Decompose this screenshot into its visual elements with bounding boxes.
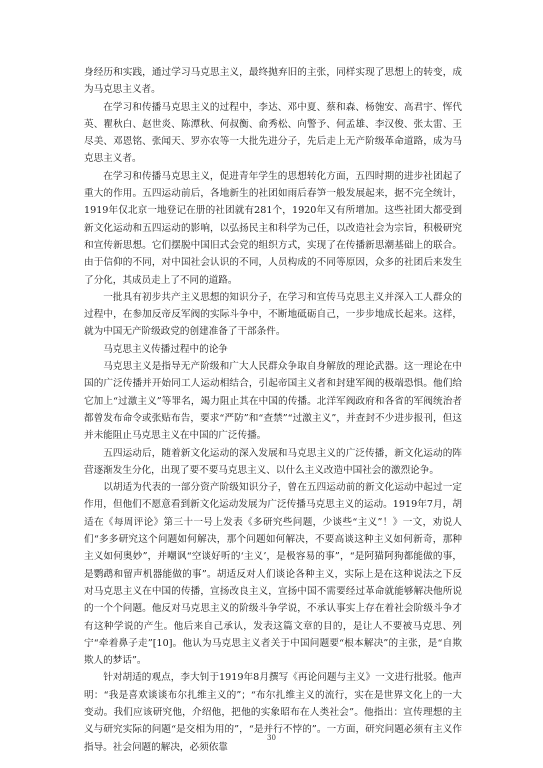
- body-text: [84, 64, 462, 756]
- paragraph: 身经历和实践，通过学习马克思主义，最终抛弃旧的主张，同样实现了思想上的转变，成为马克思主义者。: [84, 67, 462, 96]
- page-number: 30: [267, 734, 276, 742]
- paragraph: 在学习和传播马克思主义，促进青年学生的思想转化方面，五四时期的进步社团起了重大的作用。五四运动前后，各地新生的社团如雨后春笋一般发展起来，据不完全统计，1919年仅北京一地登记在册的社团就有281个，1920年又有所增加。这些社团大都受到新文化运动和五四运动的影响，以弘扬民主和科学为己任，以改造社会为宗旨，积极研究和宣传新思想。它们摆脱中国旧式会党的组织方式，实现了在传播新思潮基础上的联合。由于信仰的不同，对中国社会认识的不同，人员构成的不同等原因，众多的社团后来发生了分化，其成员走上了不同的道路。: [84, 170, 462, 286]
- paragraph: 以胡适为代表的一部分资产阶级知识分子，曾在五四运动前的新文化运动中起过一定作用，但他们不愿意看到新文化运动发展为广泛传播马克思主义的运动。1919年7月，胡适在《每周评论》第三十一号上发表《多研究些问题，少谈些“主义”！》一文，劝说人们“多多研究这个问题如何解决，那个问题如何解决，不要高谈这种主义如何新奇，那种主义如何奥妙”，并嘲讽“空谈好听的‘主义’，是极容易的事”，“是阿猫阿狗都能做的事，是鹦鹉和留声机器能做的事”。胡适反对人们谈论各种主义，实际上是在这种说法之下反对马克思主义在中国的传播，宣扬改良主义，宣扬中国不需要经过革命就能够解决他所说的一个个问题。他反对马克思主义的阶级斗争学说，不承认事实上存在着社会阶级斗争才有这种学说的产生。他后来自己承认，发表这篇文章的目的，是让人不要被马克思、列宁“牵着鼻子走”[10]。他认为马克思主义者关于中国问题要“根本解决”的主张，是“自欺欺人的梦话”。: [84, 482, 462, 667]
- paragraph: 一批具有初步共产主义思想的知识分子，在学习和宣传马克思主义并深入工人群众的过程中，在参加反帝反军阀的实际斗争中，不断地砥砺自己，一步步地成长起来。这样，就为中国无产阶级政党的创建准备了干部条件。: [84, 291, 462, 338]
- paragraph: 针对胡适的观点，李大钊于1919年8月撰写《再论问题与主义》一文进行批驳。他声明：“我是喜欢谈谈布尔扎维主义的”；“布尔扎维主义的流行，实在是世界文化上的一大变动。我们应该研究他，介绍他，把他的实象昭布在人类社会”。他指出：宣传理想的主义与研究实际的问题“是交相为用的”，“是并行不悖的”。一方面，研究问题必须有主义作指导。社会问题的解决，必须依靠: [84, 672, 462, 753]
- paragraph: 马克思主义是指导无产阶级和广大人民群众争取自身解放的理论武器。这一理论在中国的广泛传播并开始同工人运动相结合，引起帝国主义者和封建军阀的极端恐惧。他们给它加上“过激主义”等罪名，竭力阻止其在中国的传播。北洋军阀政府和各省的军阀统治者都曾发布命令或张贴布告，要求“严防”和“查禁”“过激主义”，并查封不少进步报刊，但这并未能阻止马克思主义在中国的广泛传播。: [84, 361, 462, 442]
- paragraph: 在学习和传播马克思主义的过程中，李达、邓中夏、蔡和森、杨匏安、高君宇、恽代英、瞿秋白、赵世炎、陈潭秋、何叔衡、俞秀松、向警予、何孟雄、李汉俊、张太雷、王尽美、邓恩铭、张闻天、罗亦农等一大批先进分子，先后走上无产阶级革命道路，成为马克思主义者。: [84, 101, 462, 165]
- paragraph: 五四运动后，随着新文化运动的深入发展和马克思主义的广泛传播，新文化运动的阵营逐渐发生分化，出现了要不要马克思主义、以什么主义改造中国社会的激烈论争。: [84, 447, 462, 476]
- section-heading: 马克思主义传播过程中的论争: [103, 343, 228, 355]
